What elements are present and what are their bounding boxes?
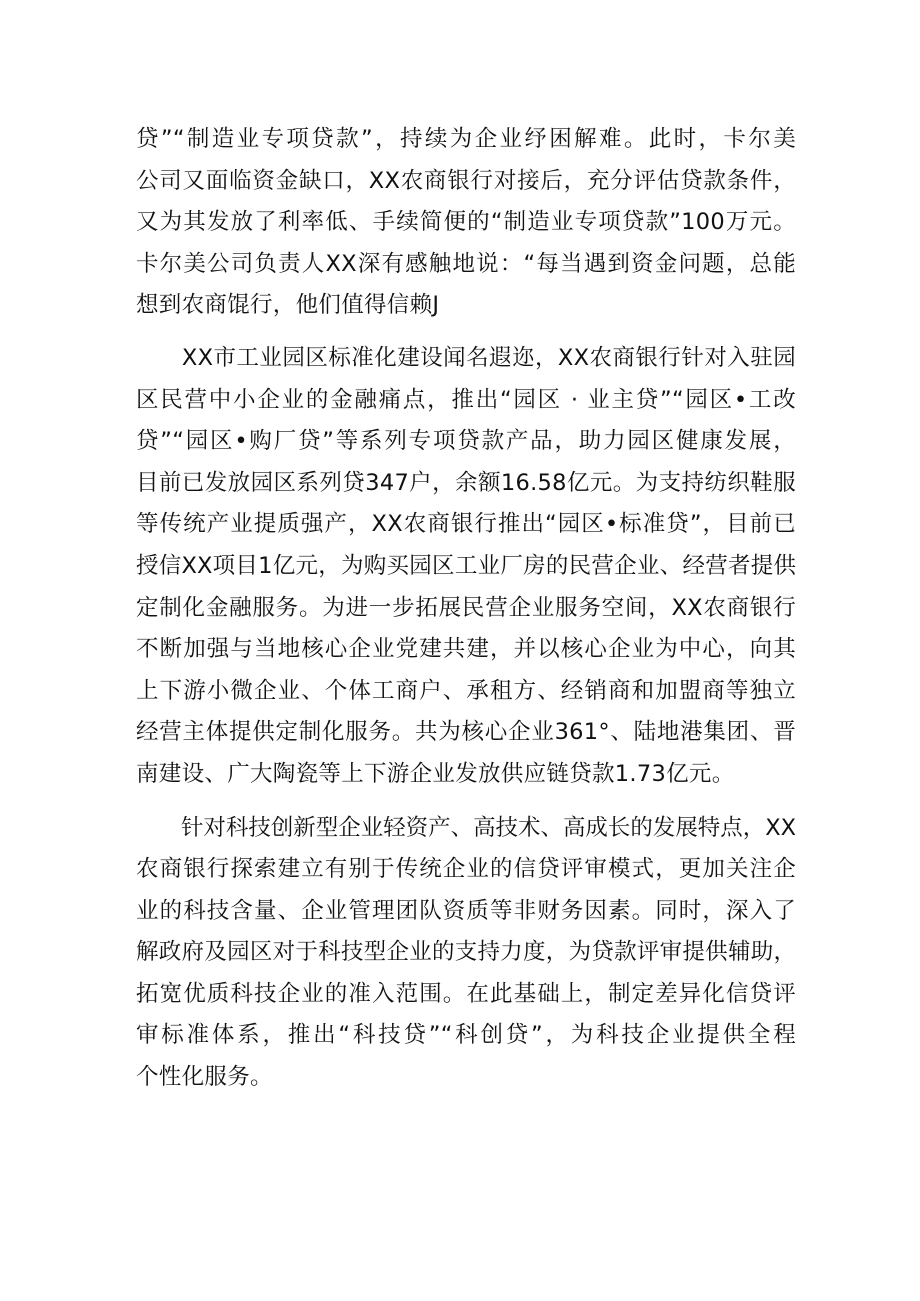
text-line: 定制化金融服务。为进一步拓展民营企业服务空间，XX农商银行 <box>136 594 796 621</box>
text-line: 目前已发放园区系列贷347户，余额16.58亿元。为支持纺织鞋服 <box>136 469 796 496</box>
text-line: 个性化服务。 <box>136 1064 273 1091</box>
text-line: 等传统产业提质强产，XX农商银行推出“园区•标准贷”，目前已 <box>136 511 796 538</box>
paragraph-1 <box>136 119 796 327</box>
text-line: 业的科技含量、企业管理团队资质等非财务因素。同时，深入了 <box>136 897 796 924</box>
text-line: 经营主体提供定制化服务。共为核心企业361°、陆地港集团、晋 <box>136 719 796 746</box>
paragraph-3 <box>136 808 796 1099</box>
text-line: 授信XX项目1亿元，为购买园区工业厂房的民营企业、经营者提供 <box>136 552 796 579</box>
document-body <box>136 119 796 1111</box>
text-line: 南建设、广大陶瓷等上下游企业发放供应链贷款1.73亿元。 <box>136 760 735 787</box>
text-line: 贷”“园区•购厂贷”等系列专项贷款产品，助力园区健康发展， <box>136 428 796 455</box>
text-line: 不断加强与当地核心企业党建共建，并以核心企业为中心，向其 <box>136 636 796 663</box>
text-line: 上下游小微企业、个体工商户、承租方、经销商和加盟商等独立 <box>136 677 796 704</box>
text-line: 贷”“制造业专项贷款”，持续为企业纾困解难。此时，卡尔美 <box>136 126 796 152</box>
paragraph-2 <box>136 338 796 796</box>
text-line: 拓宽优质科技企业的准入范围。在此基础上，制定差异化信贷评 <box>136 980 796 1007</box>
text-line: 针对科技创新型企业轻资产、高技术、高成长的发展特点，XX <box>136 814 796 841</box>
text-line: 想到农商馄行，他们值得信赖J <box>136 292 440 319</box>
text-line: 解政府及园区对于科技型企业的支持力度，为贷款评审提供辅助， <box>136 939 796 966</box>
text-line: 卡尔美公司负责人XX深有感触地说：“每当遇到资金问题，总能 <box>136 250 796 277</box>
text-line: 审标准体系，推出“科技贷”“科创贷”，为科技企业提供全程 <box>136 1022 796 1049</box>
text-line: 公司又面临资金缺口，XX农商银行对接后，充分评估贷款条件， <box>136 167 796 194</box>
text-line: 区民营中小企业的金融痛点，推出“园区 · 业主贷”“园区•工改 <box>136 386 796 413</box>
text-line: 农商银行探索建立有别于传统企业的信贷评审模式，更加关注企 <box>136 856 796 883</box>
text-line: XX市工业园区标准化建设闻名遐迩，XX农商银行针对入驻园 <box>136 344 796 371</box>
text-line: 又为其发放了利率低、手续简便的“制造业专项贷款”100万元。 <box>136 209 796 236</box>
